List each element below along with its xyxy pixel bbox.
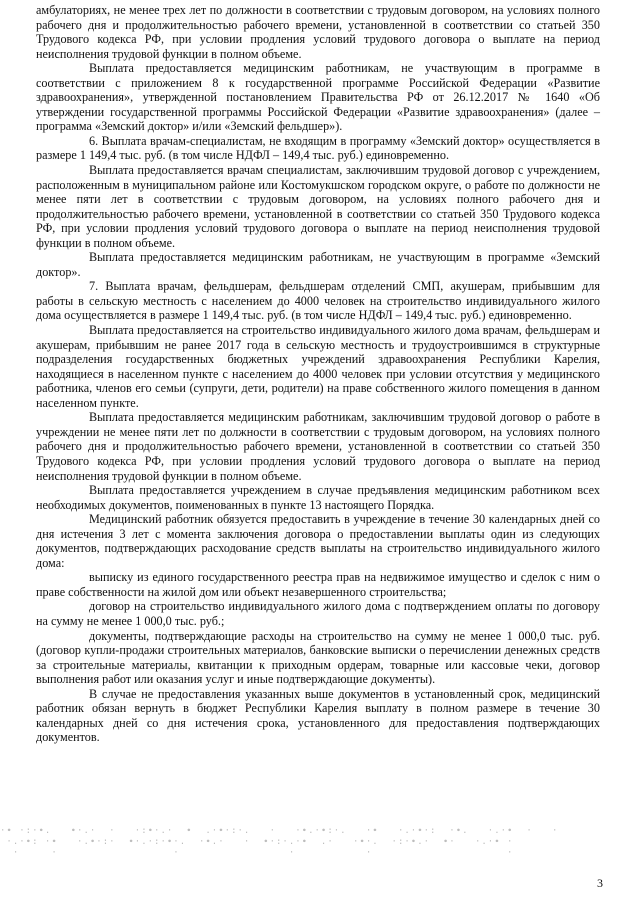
scan-artifact-strip: ·∙ ·:·∙. ∙·.· · ·:∙·.· ∙ .·∙·:·. · ·∙.·∙:·. ·∙ ·.·∙·: ·∙. ·.·∙ · · ·.·∙: ·∙ ·.∙·:· ∙·.·:·∙·. ·∙.· · ∙·:·.·∙ .· ·∙·. ·:·∙.· ∙· ·.·∙ · · · · · · ·: [0, 826, 559, 858]
list-item-expense-documents: документы, подтверждающие расходы на строительство на сумму не менее 1 000,0 тыс. руб. (договор купли-продажи строительных материалов, банковские выписки о перечислении денежных средств за строительные материалы, квитанции к приходным ордерам, товарные или кассовые чеки, договор выполнения работ или оказания услуг и иные подтверждающие документы).: [36, 628, 600, 687]
paragraph-item-7: 7. Выплата врачам, фельдшерам, фельдшерам отделений СМП, акушерам, прибывшим для работы в сельскую местность с населением до 4000 человек на строительство индивидуального жилого дома осуществляется в размере 1 149,4 тыс. руб. (в том числе НДФЛ – 149,4 тыс. руб.) единовременно.: [36, 279, 600, 323]
list-item-registry-extract: выписку из единого государственного реестра прав на недвижимое имущество и сделок с ним о праве собственности на жилой дом или объект незавершенного строительства;: [36, 570, 600, 599]
paragraph-7: Выплата предоставляется на строительство индивидуального жилого дома врачам, фельдшерам и акушерам, прибывшим не ранее 2017 года в сельскую местность и трудоустроившимся в структурные подразделения государственных бюджетных учреждений здравоохранения Республики Карелия, находящиеся в населенном пункте с населением до 4000 человек при условии отсутствия у медицинского работника, членов его семьи (супруги, дети, родители) на праве собственного жилого помещения в данном населенном пункте.: [36, 323, 600, 410]
paragraph-10: Медицинский работник обязуется предоставить в учреждение в течение 30 календарных дней со дня истечения 3 лет с момента заключения договора о предоставлении выплаты один из следующих документов, подтверждающих расходование средств выплаты на строительство индивидуального жилого дома:: [36, 512, 600, 570]
paragraph-item-6: 6. Выплата врачам-специалистам, не входящим в программу «Земский доктор» осуществляется в размере 1 149,4 тыс. руб. (в том числе НДФЛ – 149,4 тыс. руб.) единовременно.: [36, 133, 600, 163]
paragraph-8: Выплата предоставляется медицинским работникам, заключившим трудовой договор о работе в учреждении не менее пяти лет по должности в соответствии с трудовым договором, на условиях полного рабочего дня и продолжительностью рабочего времени, установленной в соответствии со статьей 350 Трудового кодекса РФ, при условии продления условий трудового договора о выплате на период неисполнения трудовой функции в полном объеме.: [36, 410, 600, 483]
list-item-construction-contract: договор на строительство индивидуального жилого дома с подтверждением оплаты по договору на сумму не менее 1 000,0 тыс. руб.;: [36, 599, 600, 628]
paragraph-4: Выплата предоставляется врачам специалистам, заключившим трудовой договор с учреждением, расположенным в муниципальном районе или Костомукшском городском округе, о работе по должности не менее пяти лет в соответствии с трудовым договором, на условиях полного рабочего дня и продолжительностью рабочего времени, установленной в соответствии со статьей 350 Трудового кодекса РФ, при условии продления условий трудового договора о выплате на период неисполнения трудовой функции в полном объеме.: [36, 163, 600, 250]
paragraph-9: Выплата предоставляется учреждением в случае предъявления медицинским работником всех необходимых документов, поименованных в пункте 13 настоящего Порядка.: [36, 483, 600, 512]
paragraph-1: амбулаториях, не менее трех лет по должности в соответствии с трудовым договором, на условиях полного рабочего дня и продолжительностью рабочего времени, установленной в соответствии со статьей 350 Трудового кодекса РФ, при условии продления условий трудового договора о выплате на период неисполнения трудовой функции в полном объеме.: [36, 3, 600, 61]
paragraph-2: Выплата предоставляется медицинским работникам, не участвующим в программе в соответствии с приложением 8 к государственной программе Российской Федерации «Развитие здравоохранения», утвержденной постановлением Правительства РФ от 26.12.2017 № 1640 «Об утверждении государственной программы Российской Федерации «Развитие здравоохранения» (далее – программа «Земский доктор» и/или «Земский фельдшер»).: [36, 61, 600, 134]
paragraph-14: В случае не предоставления указанных выше документов в установленный срок, медицинский работник обязан вернуть в бюджет Республики Карелия выплату в полном размере в течение 30 календарных дней со дня истечения срока, установленного для предоставления подтверждающих документов.: [36, 686, 600, 745]
document-page: [36, 3, 600, 745]
paragraph-5: Выплата предоставляется медицинским работникам, не участвующим в программе «Земский доктор».: [36, 250, 600, 279]
page-number: 3: [597, 876, 603, 890]
